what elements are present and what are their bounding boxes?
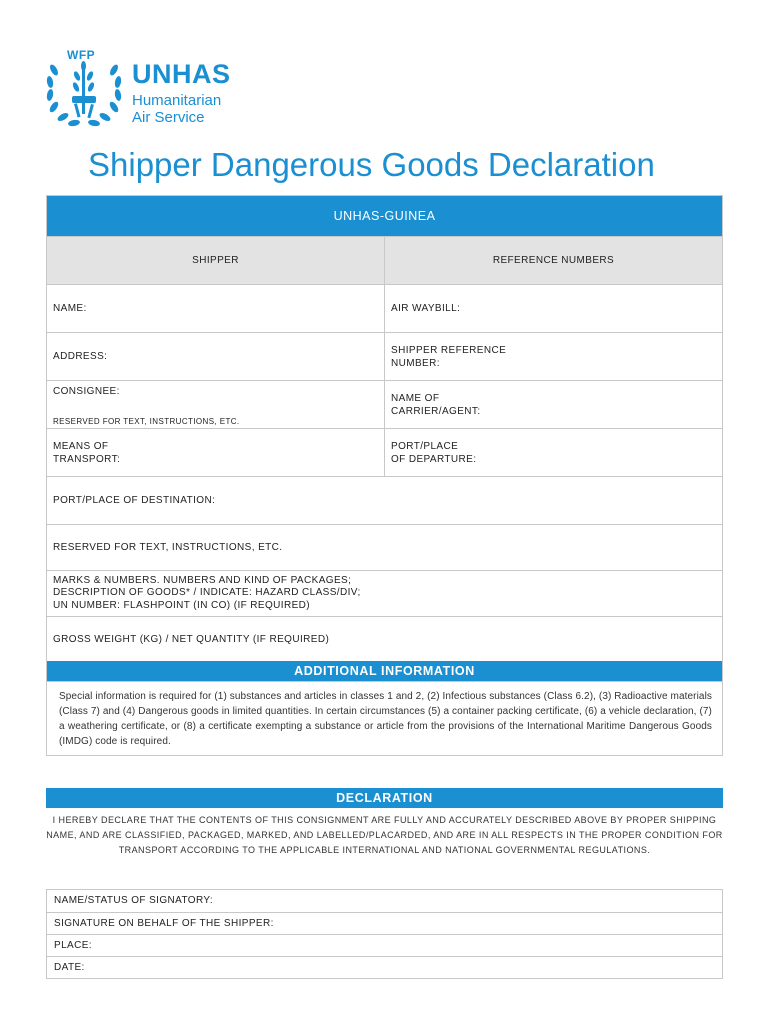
- port-of-destination-field[interactable]: PORT/PLACE OF DESTINATION:: [53, 495, 216, 506]
- form-row: [47, 284, 722, 332]
- reserved-text-field[interactable]: RESERVED FOR TEXT, INSTRUCTIONS, ETC.: [53, 542, 283, 553]
- wfp-label: WFP: [67, 48, 96, 62]
- form-row: [47, 332, 722, 380]
- logo-line-humanitarian: Humanitarian: [132, 92, 222, 109]
- signature-field[interactable]: SIGNATURE ON BEHALF OF THE SHIPPER:: [47, 912, 722, 934]
- port-of-departure-field[interactable]: PORT/PLACE OF DEPARTURE:: [384, 429, 722, 476]
- consignee-field[interactable]: [47, 381, 384, 428]
- address-field[interactable]: ADDRESS:: [53, 351, 108, 362]
- shipper-header: SHIPPER: [47, 237, 384, 284]
- form-row: [47, 570, 722, 616]
- header-row: [47, 236, 722, 284]
- page-title: Shipper Dangerous Goods Declaration: [88, 146, 655, 183]
- signature-block: [46, 889, 723, 979]
- form-row: [47, 380, 722, 428]
- carrier-agent-field[interactable]: NAME OF CARRIER/AGENT:: [384, 381, 722, 428]
- form-row: [47, 616, 722, 661]
- date-field[interactable]: DATE:: [47, 956, 722, 978]
- form-row: [47, 428, 722, 476]
- gross-weight-field[interactable]: GROSS WEIGHT (KG) / NET QUANTITY (IF REQUIRED): [53, 633, 330, 645]
- name-field[interactable]: NAME:: [53, 303, 87, 314]
- form-row: [47, 524, 722, 570]
- country-band: UNHAS-GUINEA: [47, 196, 722, 236]
- declaration-band: DECLARATION: [46, 788, 723, 808]
- unhas-wordmark: UNHAS: [132, 59, 231, 89]
- consignee-label: CONSIGNEE:: [53, 386, 120, 397]
- shipper-reference-field[interactable]: SHIPPER REFERENCE NUMBER:: [384, 333, 722, 380]
- means-of-transport-field[interactable]: MEANS OF TRANSPORT:: [53, 440, 121, 465]
- marks-numbers-field[interactable]: MARKS & NUMBERS. NUMBERS AND KIND OF PACKAGES; DESCRIPTION OF GOODS* / INDICATE: HAZARD CLASS/DIV; UN NUMBER: FLASHPOINT (IN CO) (IF REQUIRED): [53, 574, 361, 611]
- additional-information-text: Special information is required for (1) substances and articles in classes 1 and 2, (2) Infectious substances (Class 6.2), (3) Radioactive materials (Class 7) and (4) Dangerous goods in limited quantities. In certain circumstances (5) a container packing certificate, (6) a vehicle declaration, (7) a weathering certificate, or (8) a certificate exempting a substance or article from the provisions of the International Maritime Dangerous Goods (IMDG) code is required.: [47, 681, 722, 755]
- form-row: [47, 476, 722, 524]
- unhas-logo: [44, 48, 264, 132]
- name-status-field[interactable]: NAME/STATUS OF SIGNATORY:: [54, 895, 214, 906]
- logo-line-air-service: Air Service: [132, 109, 205, 126]
- declaration-form: [46, 195, 723, 756]
- place-field[interactable]: PLACE:: [47, 934, 722, 956]
- air-waybill-field[interactable]: AIR WAYBILL:: [384, 285, 722, 332]
- declaration-text: I HEREBY DECLARE THAT THE CONTENTS OF THIS CONSIGNMENT ARE FULLY AND ACCURATELY DESCRIBED ABOVE BY PROPER SHIPPING NAME, AND ARE CLASSIFIED, PACKAGED, MARKED, AND LABELLED/PLACARDED, AND ARE IN ALL RESPECTS IN THE PROPER CONDITION FOR TRANSPORT ACCORDING TO THE APPLICABLE INTERNATIONAL AND NATIONAL GOVERNMENTAL REGULATIONS.: [46, 815, 723, 855]
- additional-information-band: ADDITIONAL INFORMATION: [47, 661, 722, 681]
- reference-numbers-header: REFERENCE NUMBERS: [384, 237, 722, 284]
- consignee-reserved-note: RESERVED FOR TEXT, INSTRUCTIONS, ETC.: [53, 417, 240, 426]
